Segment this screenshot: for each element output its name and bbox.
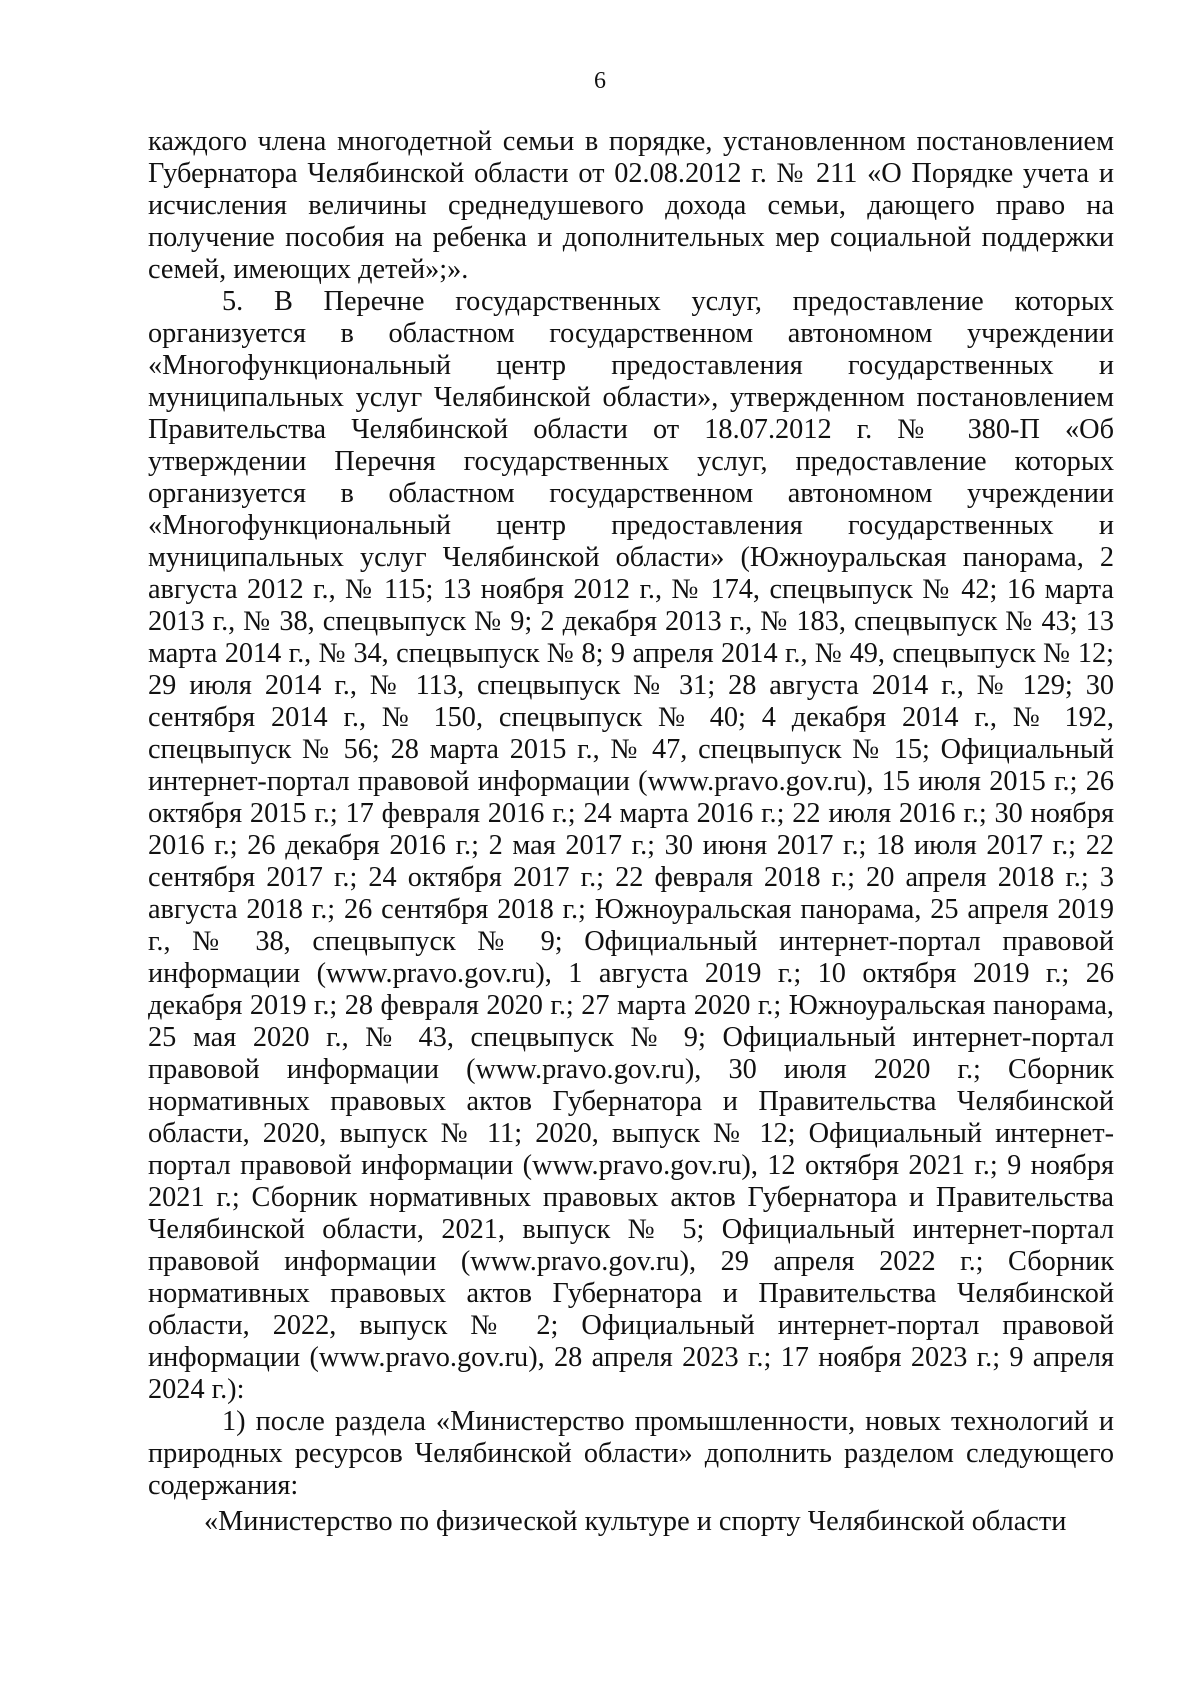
paragraph-subitem-1: 1) после раздела «Министерство промышленности, новых технологий и природных ресурсов Челябинской области» дополнить разделом следующего содержания:: [148, 1406, 1114, 1501]
section-heading: «Министерство по физической культуре и спорту Челябинской области: [204, 1506, 1067, 1537]
document-body: [148, 126, 1114, 1538]
paragraph-continuation: каждого члена многодетной семьи в порядке, установленном постановлением Губернатора Челябинской области от 02.08.2012 г. № 211 «О Порядке учета и исчисления величины среднедушевого дохода семьи, дающего право на получение пособия на ребенка и дополнительных мер социальной поддержки семей, имеющих детей»;».: [148, 126, 1114, 285]
paragraph-item-5: 5. В Перечне государственных услуг, предоставление которых организуется в областном государственном автономном учреждении «Многофункциональный центр предоставления государственных и муниципальных услуг Челябинской области», утвержденном постановлением Правительства Челябинской области от 18.07.2012 г. № 380-П «Об утверждении Перечня государственных услуг, предоставление которых организуется в областном государственном автономном учреждении «Многофункциональный центр предоставления государственных и муниципальных услуг Челябинской области» (Южноуральская панорама, 2 августа 2012 г., № 115; 13 ноября 2012 г., № 174, спецвыпуск № 42; 16 марта 2013 г., № 38, спецвыпуск № 9; 2 декабря 2013 г., № 183, спецвыпуск № 43; 13 марта 2014 г., № 34, спецвыпуск № 8; 9 апреля 2014 г., № 49, спецвыпуск № 12; 29 июля 2014 г., № 113, спецвыпуск № 31; 28 августа 2014 г., № 129; 30 сентября 2014 г., № 150, спецвыпуск № 40; 4 декабря 2014 г., № 192, спецвыпуск № 56; 28 марта 2015 г., № 47, спецвыпуск № 15; Официальный интернет-портал правовой информации (www.pravo.gov.ru), 15 июля 2015 г.; 26 октября 2015 г.; 17 февраля 2016 г.; 24 марта 2016 г.; 22 июля 2016 г.; 30 ноября 2016 г.; 26 декабря 2016 г.; 2 мая 2017 г.; 30 июня 2017 г.; 18 июля 2017 г.; 22 сентября 2017 г.; 24 октября 2017 г.; 22 февраля 2018 г.; 20 апреля 2018 г.; 3 августа 2018 г.; 26 сентября 2018 г.; Южноуральская панорама, 25 апреля 2019 г., № 38, спецвыпуск № 9; Официальный интернет-портал правовой информации (www.pravo.gov.ru), 1 августа 2019 г.; 10 октября 2019 г.; 26 декабря 2019 г.; 28 февраля 2020 г.; 27 марта 2020 г.; Южноуральская панорама, 25 мая 2020 г., № 43, спецвыпуск № 9; Официальный интернет-портал правовой информации (www.pravo.gov.ru), 30 июля 2020 г.; Сборник нормативных правовых актов Губернатора и Правительства Челябинской области, 2020, выпуск № 11; 2020, выпуск № 12; Официальный интернет-портал правовой информации (www.pravo.gov.ru), 12 октября 2021 г.; 9 ноября 2021 г.; Сборник нормативных правовых актов Губернатора и Правительства Челябинской области, 2021, выпуск № 5; Официальный интернет-портал правовой информации (www.pravo.gov.ru), 29 апреля 2022 г.; Сборник нормативных правовых актов Губернатора и Правительства Челябинской области, 2022, выпуск № 2; Официальный интернет-портал правовой информации (www.pravo.gov.ru), 28 апреля 2023 г.; 17 ноября 2023 г.; 9 апреля 2024 г.):: [148, 286, 1114, 1405]
page-number: 6: [594, 68, 606, 94]
